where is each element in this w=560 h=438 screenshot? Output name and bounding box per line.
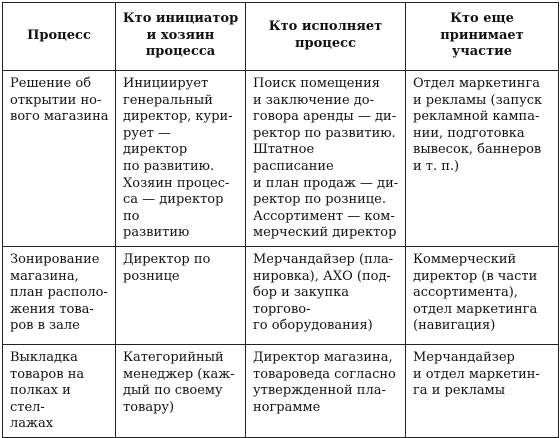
table-cell: [3, 344, 116, 437]
cell-text: Мерчандайзер и отдел маркетин- га и рекламы: [413, 349, 540, 399]
table-cell: [406, 246, 559, 344]
cell-text: Решение об открытии но- вого магазина: [10, 76, 109, 125]
table-cell: [246, 344, 406, 437]
table-cell: [116, 246, 246, 344]
cell-text: Мерчандайзер (пла- нировка), АХО (под- бор и закупка торгово- го оборудования): [253, 251, 394, 334]
header-participants-text: Кто еще принимает участие: [440, 11, 524, 60]
cell-text: Отдел маркетинга и рекламы (запуск рекламной кампа- нии, подготовка вывесок, баннеров и т. п.): [413, 76, 543, 174]
table-cell: [406, 344, 559, 437]
header-row: [3, 3, 559, 71]
header-participants: [406, 3, 559, 71]
header-initiator: [116, 3, 246, 71]
header-executor: [246, 3, 406, 71]
process-table: [2, 2, 559, 438]
cell-text: Зонирование магазина, план располо- жения това- ров в зале: [10, 251, 108, 334]
cell-text: Директор магазина, товароведа согласно утвержденной пла- нограмме: [253, 349, 396, 415]
table-row: [3, 246, 559, 344]
table-row: [3, 344, 559, 437]
header-process-text: Процесс: [27, 27, 91, 43]
cell-text: Директор по рознице: [123, 251, 211, 284]
table-cell: [3, 246, 116, 344]
table-cell: [116, 71, 246, 247]
cell-text: Коммерческий директор (в части ассортимента), отдел маркетинга (навигация): [413, 251, 538, 334]
table-row: [3, 71, 559, 247]
cell-text: Категорийный менеджер (каж- дый по своему товару): [123, 349, 235, 415]
table-cell: [406, 71, 559, 247]
header-executor-text: Кто исполняет процесс: [268, 19, 383, 51]
table-cell: [3, 71, 116, 247]
header-process: [3, 3, 116, 71]
header-initiator-text: Кто инициатор и хозяин процесса: [122, 11, 239, 60]
table-cell: [246, 246, 406, 344]
table-cell: [246, 71, 406, 247]
table-cell: [116, 344, 246, 437]
cell-text: Инициирует генеральный директор, кури- рует — директор по развитию. Хозяин процес- са — директор по развитию: [123, 76, 233, 241]
cell-text: Поиск помещения и заключение до- говора аренды — ди- ректор по развитию. Штатное расписание и план продаж — ди- ректор по рознице. Ассортимент — ком- мерческий директор: [253, 76, 399, 241]
cell-text: Выкладка товаров на полках и стел- лажах: [10, 349, 85, 432]
